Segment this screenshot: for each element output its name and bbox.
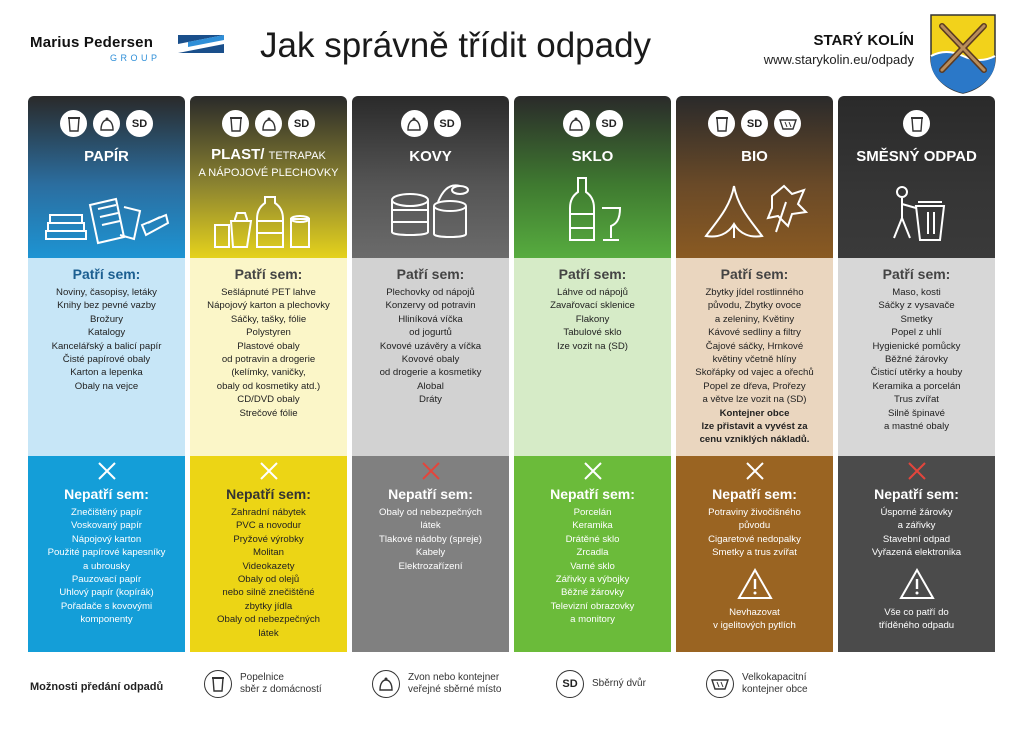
kovy-yes-title: Patří sem: — [396, 266, 465, 282]
list-item: Dráty — [419, 394, 442, 406]
list-item: Strečové fólie — [239, 407, 298, 419]
list-item: a mastné obaly — [883, 421, 950, 433]
smesny-title: SMĚSNÝ ODPAD — [856, 148, 977, 165]
list-item: Čajové sáčky, Hrnkové — [705, 340, 804, 352]
popelnice-icon — [60, 110, 87, 137]
sklo-title: SKLO — [571, 148, 614, 165]
list-item: od drogerie a kosmetiky — [379, 367, 482, 379]
sklo-no-title: Nepatří sem: — [550, 486, 635, 502]
list-item: Zrcadla — [576, 547, 609, 559]
list-item: Hygienické pomůcky — [872, 340, 961, 352]
list-item: Kontejner obce — [719, 407, 790, 419]
list-item: Sáčky z vysavače — [878, 300, 955, 312]
list-item: Kovové uzávěry a víčka — [379, 340, 482, 352]
header — [0, 0, 1024, 96]
list-item: Znečištěný papír — [71, 507, 142, 518]
list-item: cenu vzniklých nákladů. — [699, 434, 810, 446]
sklo-header — [514, 96, 671, 258]
town-block — [764, 32, 914, 67]
list-item: látek — [258, 627, 279, 639]
list-item: od potravin a drogerie — [221, 354, 316, 366]
list-item: Obaly na vejce — [74, 380, 139, 392]
column-papir — [28, 96, 185, 652]
list-item: (kelímky, vaničky, — [231, 367, 306, 379]
list-item: Brožury — [89, 313, 124, 325]
town-url[interactable]: www.starykolin.eu/odpady — [763, 52, 914, 67]
plast-icons — [190, 110, 347, 137]
list-item: obaly od kosmetiky atd.) — [216, 380, 321, 392]
brand-mark-icon — [178, 35, 224, 53]
list-item: nebo silně znečištěné — [222, 587, 315, 599]
list-item: a zeleniny, Květiny — [714, 313, 795, 325]
legend-line: kontejner obce — [742, 684, 808, 695]
list-item: Tlakové nádoby (spreje) — [379, 533, 482, 545]
legend-text — [592, 678, 646, 690]
smesny-yes-title: Patří sem: — [882, 266, 951, 282]
town-name: STARÝ KOLÍN — [813, 32, 914, 49]
list-item: Polystyren — [246, 327, 291, 339]
papir-yes-section — [28, 258, 185, 456]
papir-icons — [28, 110, 185, 137]
papir-yes-list — [28, 286, 185, 393]
kovy-icons — [352, 110, 509, 137]
smesny-yes-list — [838, 286, 995, 433]
list-item: Nápojový karton a plechovky — [207, 300, 330, 312]
papir-no-list — [28, 506, 185, 627]
x-icon — [676, 460, 833, 484]
list-item: a monitory — [570, 614, 615, 626]
list-item: Plastové obaly — [237, 340, 300, 352]
legend-item-velkokapacitni — [706, 670, 808, 698]
list-item: Ize vozit na (SD) — [557, 340, 628, 352]
bio-icons — [676, 110, 833, 137]
list-item: Kabely — [415, 547, 446, 559]
list-item: Keramika — [572, 520, 613, 532]
list-item: Flakony — [575, 313, 610, 325]
page-title: Jak správně třídit odpady — [260, 26, 652, 65]
plast-title — [190, 146, 347, 182]
legend-line: sběr z domácností — [240, 684, 322, 695]
list-item: a zářivky — [897, 520, 936, 532]
sklo-icons — [514, 110, 671, 137]
list-item: Sešlápnuté PET lahve — [221, 287, 316, 298]
list-item: Vše co patří do — [884, 606, 949, 618]
list-item: tříděného odpadu — [878, 620, 955, 632]
kovy-no-section — [352, 456, 509, 652]
legend-label: Možnosti předání odpadů — [30, 681, 164, 693]
list-item: Stavební odpad — [882, 533, 951, 545]
popelnice-icon — [708, 110, 735, 137]
kovy-no-list — [352, 506, 509, 573]
list-item: Pořadače s kovovými — [60, 600, 153, 612]
legend-line: Velkokapacitní — [742, 672, 807, 683]
papir-illustration-icon — [28, 182, 185, 248]
plast-title-sub-a: TETRAPAK — [268, 150, 326, 162]
sklo-yes-title: Patří sem: — [558, 266, 627, 282]
list-item: Skořápky od vajec a ořechů — [695, 367, 814, 379]
legend-text — [408, 672, 501, 696]
plast-header — [190, 96, 347, 258]
list-item: Videokazety — [242, 560, 295, 572]
sd-icon: SD — [288, 110, 315, 137]
list-item: Elektrozařízení — [398, 560, 463, 572]
bio-no-section — [676, 456, 833, 652]
list-item: Televizní obrazovky — [550, 600, 635, 612]
list-item: Silně špinavé — [887, 407, 946, 419]
sd-icon: SD — [126, 110, 153, 137]
warning-icon — [838, 568, 995, 600]
list-item: Molitan — [253, 547, 284, 559]
papir-title: PAPÍR — [84, 148, 129, 165]
velkokapacitni-icon — [706, 670, 734, 698]
column-smesny — [838, 96, 995, 652]
x-icon — [514, 460, 671, 484]
popelnice-icon — [903, 110, 930, 137]
list-item: Nevhazovat — [729, 606, 780, 618]
list-item: Pauzovací papír — [71, 574, 142, 586]
list-item: Nápojový karton — [71, 533, 142, 545]
smesny-no-list — [838, 506, 995, 560]
list-item: Smetky — [900, 313, 933, 325]
list-item: Obaly od olejů — [237, 574, 300, 586]
list-item: Zářivky a výbojky — [555, 574, 630, 586]
town-crest-icon — [928, 12, 998, 94]
legend-line: veřejné sběrné místo — [408, 684, 502, 695]
x-icon — [190, 460, 347, 484]
list-item: Láhve od nápojů — [557, 287, 628, 298]
list-item: v igelitových pytlích — [713, 620, 796, 632]
kovy-no-title: Nepatří sem: — [388, 486, 473, 502]
list-item: Kovové obaly — [401, 354, 460, 366]
list-item: Plechovky od nápojů — [386, 287, 475, 298]
list-item: zbytky jídla — [244, 600, 293, 612]
list-item: Cigaretové nedopalky — [708, 533, 801, 545]
kovy-illustration-icon — [352, 176, 509, 242]
zvon-icon — [255, 110, 282, 137]
column-sklo — [514, 96, 671, 652]
plast-no-section — [190, 456, 347, 652]
legend-item-popelnice — [204, 670, 322, 698]
list-item: Obaly od nebezpečných — [217, 614, 320, 626]
kovy-yes-section — [352, 258, 509, 456]
bio-illustration-icon — [676, 178, 833, 244]
list-item: Alobal — [417, 380, 444, 392]
list-item: Použité papírové kapesníky — [47, 547, 166, 559]
list-item: původu — [738, 520, 771, 532]
list-item: Obaly od nebezpečných — [379, 507, 482, 518]
bio-no-after-list — [676, 606, 833, 633]
sklo-yes-section — [514, 258, 671, 456]
bio-title: BIO — [741, 148, 768, 165]
plast-no-title: Nepatří sem: — [226, 486, 311, 502]
list-item: a větve lze vozit na (SD) — [702, 394, 807, 406]
list-item: Popel z uhlí — [891, 327, 942, 339]
x-icon — [352, 460, 509, 484]
list-item: Běžné žárovky — [561, 587, 624, 599]
list-item: Čisté papírové obaly — [62, 354, 151, 366]
column-plast — [190, 96, 347, 652]
list-item: Zahradní nábytek — [231, 507, 306, 518]
list-item: Konzervy od potravin — [385, 300, 476, 312]
sd-icon: SD — [556, 670, 584, 698]
sd-icon: SD — [434, 110, 461, 137]
list-item: látek — [420, 520, 441, 532]
legend-text — [742, 672, 808, 696]
list-item: původu, Zbytky ovoce — [707, 300, 802, 312]
legend-line: Sběrný dvůr — [592, 678, 646, 689]
brand-group: GROUP — [110, 53, 161, 63]
kovy-yes-list — [352, 286, 509, 407]
sklo-no-list — [514, 506, 671, 627]
smesny-no-section — [838, 456, 995, 652]
list-item: květiny včetně hlíny — [712, 354, 797, 366]
list-item: lze přistavit a vyvést za — [701, 421, 808, 433]
sklo-no-section — [514, 456, 671, 652]
plast-no-list — [190, 506, 347, 640]
plast-title-main: PLAST/ — [211, 146, 265, 163]
smesny-header — [838, 96, 995, 258]
list-item: Porcelán — [573, 507, 612, 518]
list-item: Drátěné sklo — [565, 533, 620, 545]
papir-yes-title: Patří sem: — [72, 266, 141, 282]
list-item: Voskovaný papír — [71, 520, 142, 532]
zvon-icon — [563, 110, 590, 137]
sd-icon: SD — [741, 110, 768, 137]
smesny-no-after-list — [838, 606, 995, 633]
warning-icon — [676, 568, 833, 600]
legend-text — [240, 672, 322, 696]
smesny-no-title: Nepatří sem: — [874, 486, 959, 502]
bio-yes-section — [676, 258, 833, 456]
x-icon — [838, 460, 995, 484]
smesny-icons — [838, 110, 995, 137]
list-item: Knihy bez pevné vazby — [57, 300, 156, 312]
column-kovy — [352, 96, 509, 652]
bio-yes-list — [676, 286, 833, 447]
list-item: PVC a novodur — [235, 520, 302, 532]
sklo-illustration-icon — [514, 176, 671, 242]
list-item: Karton a lepenka — [70, 367, 143, 379]
legend-line: Zvon nebo kontejner — [408, 672, 500, 683]
list-item: Kávové sedliny a filtry — [708, 327, 801, 339]
list-item: Čisticí utěrky a houby — [870, 367, 963, 379]
sklo-yes-list — [514, 286, 671, 353]
list-item: Smetky a trus zvířat — [712, 547, 797, 559]
kovy-title: KOVY — [409, 148, 452, 165]
smesny-yes-section — [838, 258, 995, 456]
list-item: Maso, kosti — [892, 287, 941, 298]
zvon-icon — [93, 110, 120, 137]
legend-item-sd — [556, 670, 646, 698]
plast-yes-list — [190, 286, 347, 420]
zvon-icon — [401, 110, 428, 137]
legend-footer — [0, 664, 1024, 724]
smesny-illustration-icon — [838, 178, 995, 244]
list-item: Potraviny živočišného — [708, 507, 801, 518]
popelnice-icon — [222, 110, 249, 137]
list-item: Pryžové výrobky — [233, 533, 304, 545]
list-item: Kancelářský a balicí papír — [51, 340, 162, 352]
zvon-icon — [372, 670, 400, 698]
sd-icon: SD — [596, 110, 623, 137]
plast-illustration-icon — [190, 188, 347, 254]
list-item: komponenty — [80, 614, 133, 626]
bio-no-title: Nepatří sem: — [712, 486, 797, 502]
list-item: Hliníková víčka — [398, 313, 463, 325]
plast-title-sub-b: A NÁPOJOVÉ PLECHOVKY — [198, 167, 339, 179]
list-item: Uhlový papír (kopírák) — [59, 587, 154, 599]
papir-no-section — [28, 456, 185, 652]
list-item: Zbytky jídel rostlinného — [705, 287, 804, 298]
plast-yes-section — [190, 258, 347, 456]
papir-no-title: Nepatří sem: — [64, 486, 149, 502]
list-item: Varné sklo — [570, 560, 615, 572]
column-bio — [676, 96, 833, 652]
plast-yes-title: Patří sem: — [234, 266, 303, 282]
bio-yes-title: Patří sem: — [720, 266, 789, 282]
list-item: Popel ze dřeva, Prořezy — [703, 380, 806, 392]
list-item: Běžné žárovky — [885, 354, 948, 366]
legend-line: Popelnice — [240, 672, 284, 683]
velkokapacitni-icon — [774, 110, 801, 137]
list-item: Sáčky, tašky, fólie — [230, 313, 307, 325]
list-item: Zavařovací sklenice — [550, 300, 635, 312]
bio-header — [676, 96, 833, 258]
list-item: Keramika a porcelán — [872, 380, 961, 392]
popelnice-icon — [204, 670, 232, 698]
brand-name: Marius Pedersen — [30, 34, 154, 51]
list-item: CD/DVD obaly — [237, 394, 300, 406]
legend-item-zvon — [372, 670, 501, 698]
list-item: Tabulové sklo — [563, 327, 622, 339]
list-item: Trus zvířat — [894, 394, 939, 406]
list-item: Katalogy — [87, 327, 126, 339]
list-item: Vyřazená elektronika — [871, 547, 962, 559]
list-item: od jogurtů — [409, 327, 452, 339]
x-icon — [28, 460, 185, 484]
marius-pedersen-logo — [30, 34, 230, 74]
list-item: Noviny, časopisy, letáky — [56, 287, 157, 298]
list-item: Úsporné žárovky — [880, 507, 953, 518]
papir-header — [28, 96, 185, 258]
bio-no-list — [676, 506, 833, 560]
list-item: a ubrousky — [83, 560, 130, 572]
kovy-header — [352, 96, 509, 258]
